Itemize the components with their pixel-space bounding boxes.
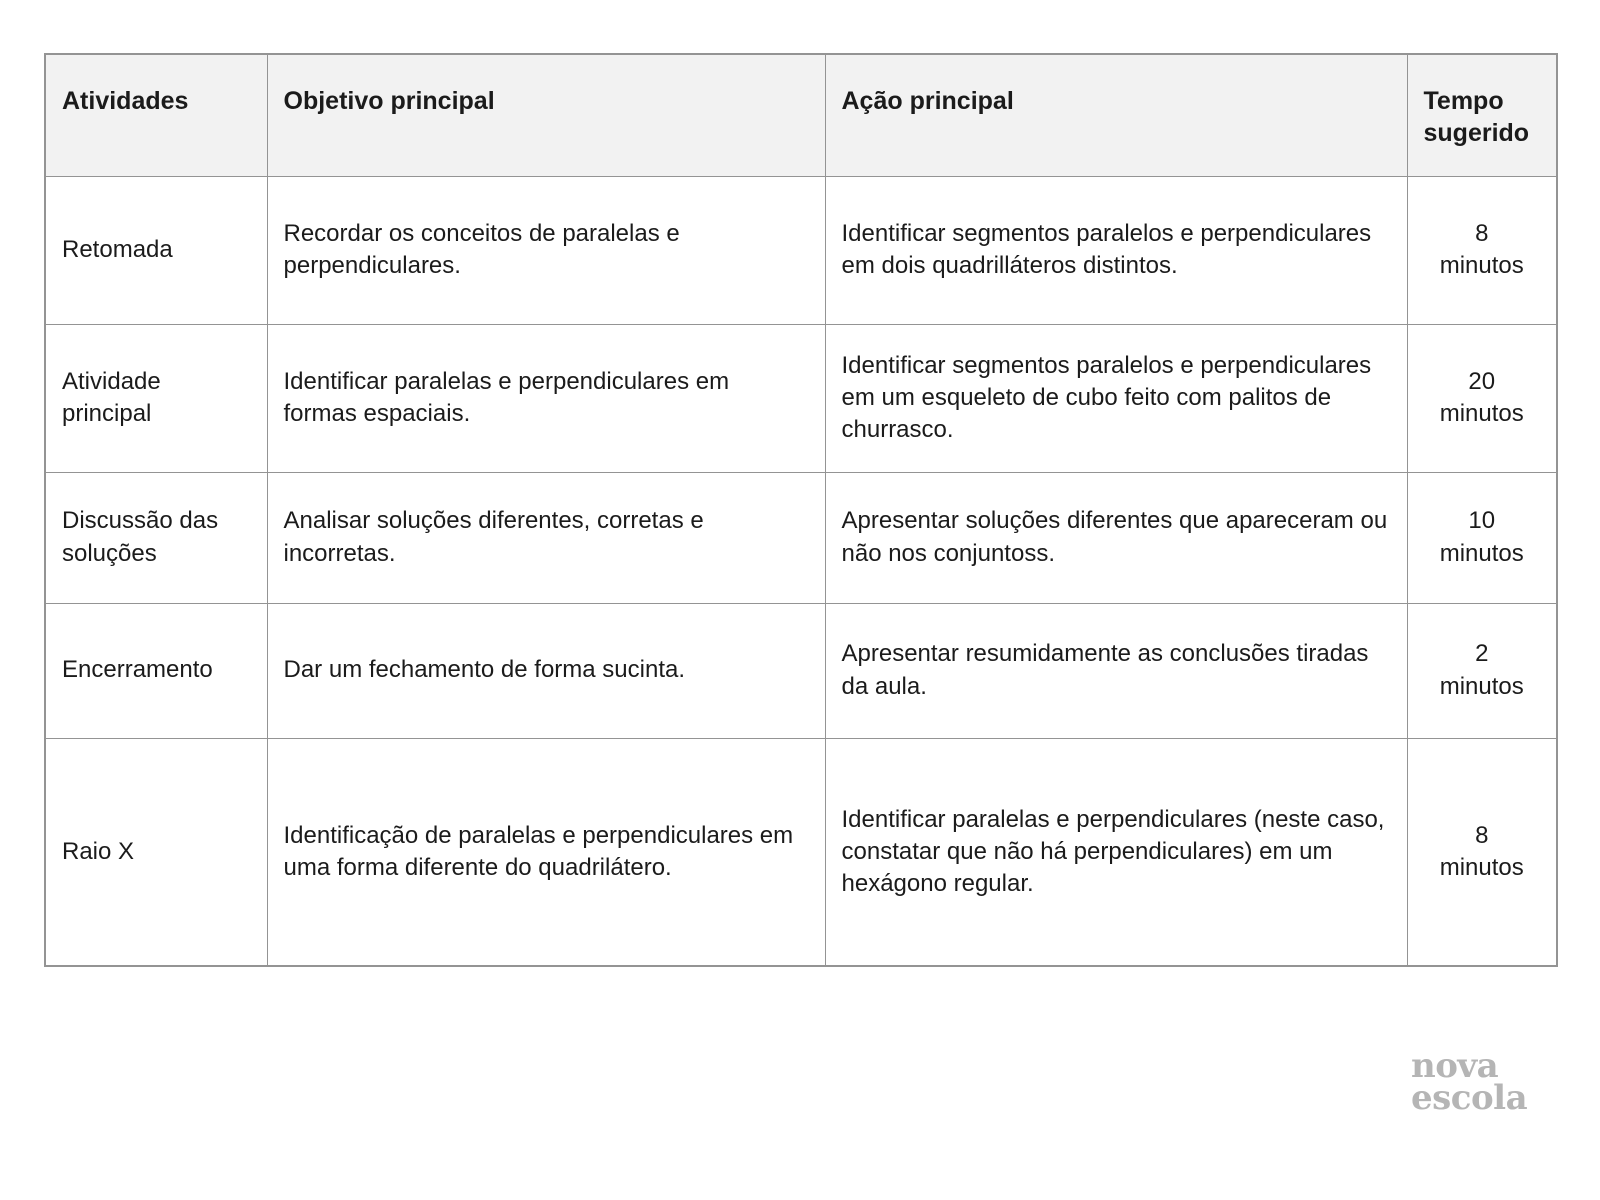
time-cell [1407,738,1557,966]
nova-escola-logo [1411,1046,1528,1119]
table-row [45,603,1557,738]
objective-cell: Identificar paralelas e perpendiculares em formas espaciais. [267,324,825,472]
time-unit: minutos [1439,400,1524,427]
action-cell: Apresentar resumidamente as conclusões tiradas da aula. [825,603,1407,738]
table-row [45,472,1557,603]
action-cell: Identificar paralelas e perpendiculares (neste caso, constatar que não há perpendiculares) em um hexágono regular. [825,738,1407,966]
activity-cell: Encerramento [45,603,267,738]
header-cell-atividades: Atividades [45,54,267,176]
activity-cell: Atividade principal [45,324,267,472]
activity-cell: Discussão das soluções [45,472,267,603]
table-row [45,324,1557,472]
objective-cell: Identificação de paralelas e perpendiculares em uma forma diferente do quadrilátero. [267,738,825,966]
header-cell-acao-principal: Ação principal [825,54,1407,176]
logo-line-escola: escola [1411,1078,1528,1119]
objective-cell: Recordar os conceitos de paralelas e perpendiculares. [267,176,825,324]
header-cell-tempo-sugerido: Tempo sugerido [1407,54,1557,176]
activity-cell: Retomada [45,176,267,324]
table-row [45,738,1557,966]
time-value: 8 [1475,821,1489,849]
time-cell [1407,176,1557,324]
header-cell-objetivo-principal: Objetivo principal [267,54,825,176]
action-cell: Identificar segmentos paralelos e perpendiculares em um esqueleto de cubo feito com palitos de churrasco. [825,324,1407,472]
time-unit: minutos [1439,252,1524,279]
action-cell: Identificar segmentos paralelos e perpendiculares em dois quadrilláteros distintos. [825,176,1407,324]
header-row [45,54,1557,176]
time-cell [1407,472,1557,603]
time-cell [1407,324,1557,472]
activity-cell: Raio X [45,738,267,966]
logo-line-nova: nova [1411,1046,1499,1086]
time-unit: minutos [1439,853,1524,881]
time-cell [1407,603,1557,738]
lesson-plan-table [44,53,1558,967]
time-value: 10 [1468,507,1496,535]
time-unit: minutos [1439,672,1524,700]
objective-cell: Dar um fechamento de forma sucinta. [267,603,825,738]
action-cell: Apresentar soluções diferentes que apareceram ou não nos conjuntoss. [825,472,1407,603]
time-unit: minutos [1439,539,1524,567]
time-value: 8 [1475,219,1489,247]
table-row [45,176,1557,324]
objective-cell: Analisar soluções diferentes, corretas e incorretas. [267,472,825,603]
time-value: 2 [1475,640,1489,668]
time-value: 20 [1468,367,1496,395]
